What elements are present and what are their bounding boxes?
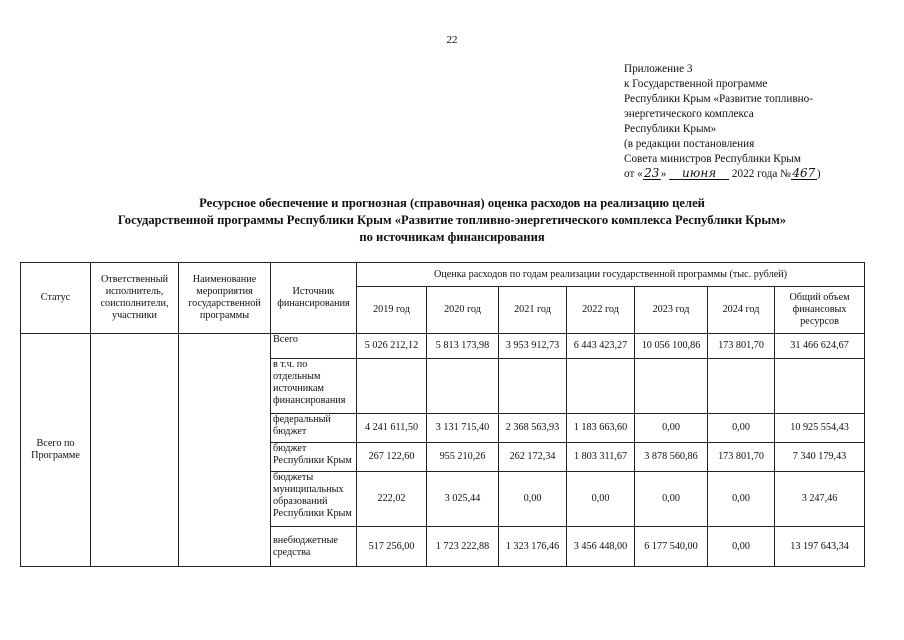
value-cell: 10 056 100,86 <box>635 334 708 359</box>
value-cell <box>708 359 775 414</box>
header-status: Статус <box>21 263 91 334</box>
header-source: Источник финансирования <box>271 263 357 334</box>
table-row <box>21 334 865 359</box>
value-cell: 5 026 212,12 <box>357 334 427 359</box>
value-cell: 1 323 176,46 <box>499 527 567 567</box>
value-cell: 3 878 560,86 <box>635 443 708 472</box>
header-year: 2023 год <box>635 287 708 334</box>
value-cell: 1 183 663,60 <box>567 414 635 443</box>
source-cell: Всего <box>271 334 357 359</box>
title-line: по источникам финансирования <box>359 230 545 244</box>
value-cell: 0,00 <box>499 472 567 527</box>
value-cell: 6 177 540,00 <box>635 527 708 567</box>
value-cell <box>567 359 635 414</box>
value-cell: 3 456 448,00 <box>567 527 635 567</box>
value-cell: 7 340 179,43 <box>775 443 865 472</box>
header-year: 2022 год <box>567 287 635 334</box>
appendix-date-line <box>624 167 894 182</box>
value-cell: 5 813 173,98 <box>427 334 499 359</box>
value-cell <box>357 359 427 414</box>
value-cell: 1 723 222,88 <box>427 527 499 567</box>
title-line: Государственной программы Республики Крым «Развитие топливно-энергетического комплекса Республики Крым» <box>117 213 787 227</box>
appendix-line: энергетического комплекса <box>624 108 754 120</box>
value-cell <box>635 359 708 414</box>
document-number: 467 <box>792 166 816 180</box>
value-cell: 262 172,34 <box>499 443 567 472</box>
appendix-line: Республики Крым «Развитие топливно- <box>624 93 813 105</box>
value-cell: 4 241 611,50 <box>357 414 427 443</box>
value-cell: 3 131 715,40 <box>427 414 499 443</box>
appendix-line: Совета министров Республики Крым <box>624 153 801 165</box>
budget-table <box>20 262 865 567</box>
source-cell: внебюджетные средства <box>271 527 357 567</box>
value-cell: 0,00 <box>708 414 775 443</box>
header-estimate: Оценка расходов по годам реализации государственной программы (тыс. рублей) <box>357 263 865 287</box>
date-day: 23 <box>644 166 660 180</box>
value-cell: 0,00 <box>635 414 708 443</box>
value-cell: 955 210,26 <box>427 443 499 472</box>
appendix-line: Приложение 3 <box>624 63 693 75</box>
document-title <box>0 195 904 246</box>
value-cell: 2 368 563,93 <box>499 414 567 443</box>
date-mid: » <box>660 168 667 180</box>
measure-cell <box>179 334 271 567</box>
value-cell: 0,00 <box>635 472 708 527</box>
value-cell <box>499 359 567 414</box>
header-measure: Наименование мероприятия государственной программы <box>179 263 271 334</box>
value-cell: 3 953 912,73 <box>499 334 567 359</box>
source-cell: бюджеты муниципальных образований Республики Крым <box>271 472 357 527</box>
value-cell: 10 925 554,43 <box>775 414 865 443</box>
value-cell: 173 801,70 <box>708 334 775 359</box>
header-year: 2024 год <box>708 287 775 334</box>
status-cell: Всего по Программе <box>21 334 91 567</box>
value-cell: 3 025,44 <box>427 472 499 527</box>
appendix-line: к Государственной программе <box>624 78 768 90</box>
executor-cell <box>91 334 179 567</box>
appendix-block <box>624 62 894 182</box>
title-line: Ресурсное обеспечение и прогнозная (справочная) оценка расходов на реализацию целей <box>199 196 705 210</box>
value-cell: 0,00 <box>567 472 635 527</box>
header-year: 2019 год <box>357 287 427 334</box>
header-year: 2021 год <box>499 287 567 334</box>
appendix-line: Республики Крым» <box>624 123 717 135</box>
value-cell: 13 197 643,34 <box>775 527 865 567</box>
value-cell: 0,00 <box>708 527 775 567</box>
value-cell: 31 466 624,67 <box>775 334 865 359</box>
value-cell: 0,00 <box>708 472 775 527</box>
date-prefix: от « <box>624 168 643 180</box>
date-suffix: ) <box>816 168 821 180</box>
value-cell: 6 443 423,27 <box>567 334 635 359</box>
value-cell: 517 256,00 <box>357 527 427 567</box>
value-cell: 1 803 311,67 <box>567 443 635 472</box>
value-cell <box>775 359 865 414</box>
date-month: июня <box>669 167 729 180</box>
source-cell: федеральный бюджет <box>271 414 357 443</box>
source-cell: бюджет Республики Крым <box>271 443 357 472</box>
value-cell: 267 122,60 <box>357 443 427 472</box>
header-year: 2020 год <box>427 287 499 334</box>
page-number: 22 <box>446 34 458 46</box>
header-executor: Ответственный исполнитель, соисполнители, участники <box>91 263 179 334</box>
source-cell: в т.ч. по отдельным источникам финансирования <box>271 359 357 414</box>
header-total: Общий объем финансовых ресурсов <box>775 287 865 334</box>
date-year: 2022 года № <box>731 168 791 180</box>
appendix-line: (в редакции постановления <box>624 138 755 150</box>
value-cell: 3 247,46 <box>775 472 865 527</box>
value-cell: 173 801,70 <box>708 443 775 472</box>
value-cell: 222,02 <box>357 472 427 527</box>
value-cell <box>427 359 499 414</box>
